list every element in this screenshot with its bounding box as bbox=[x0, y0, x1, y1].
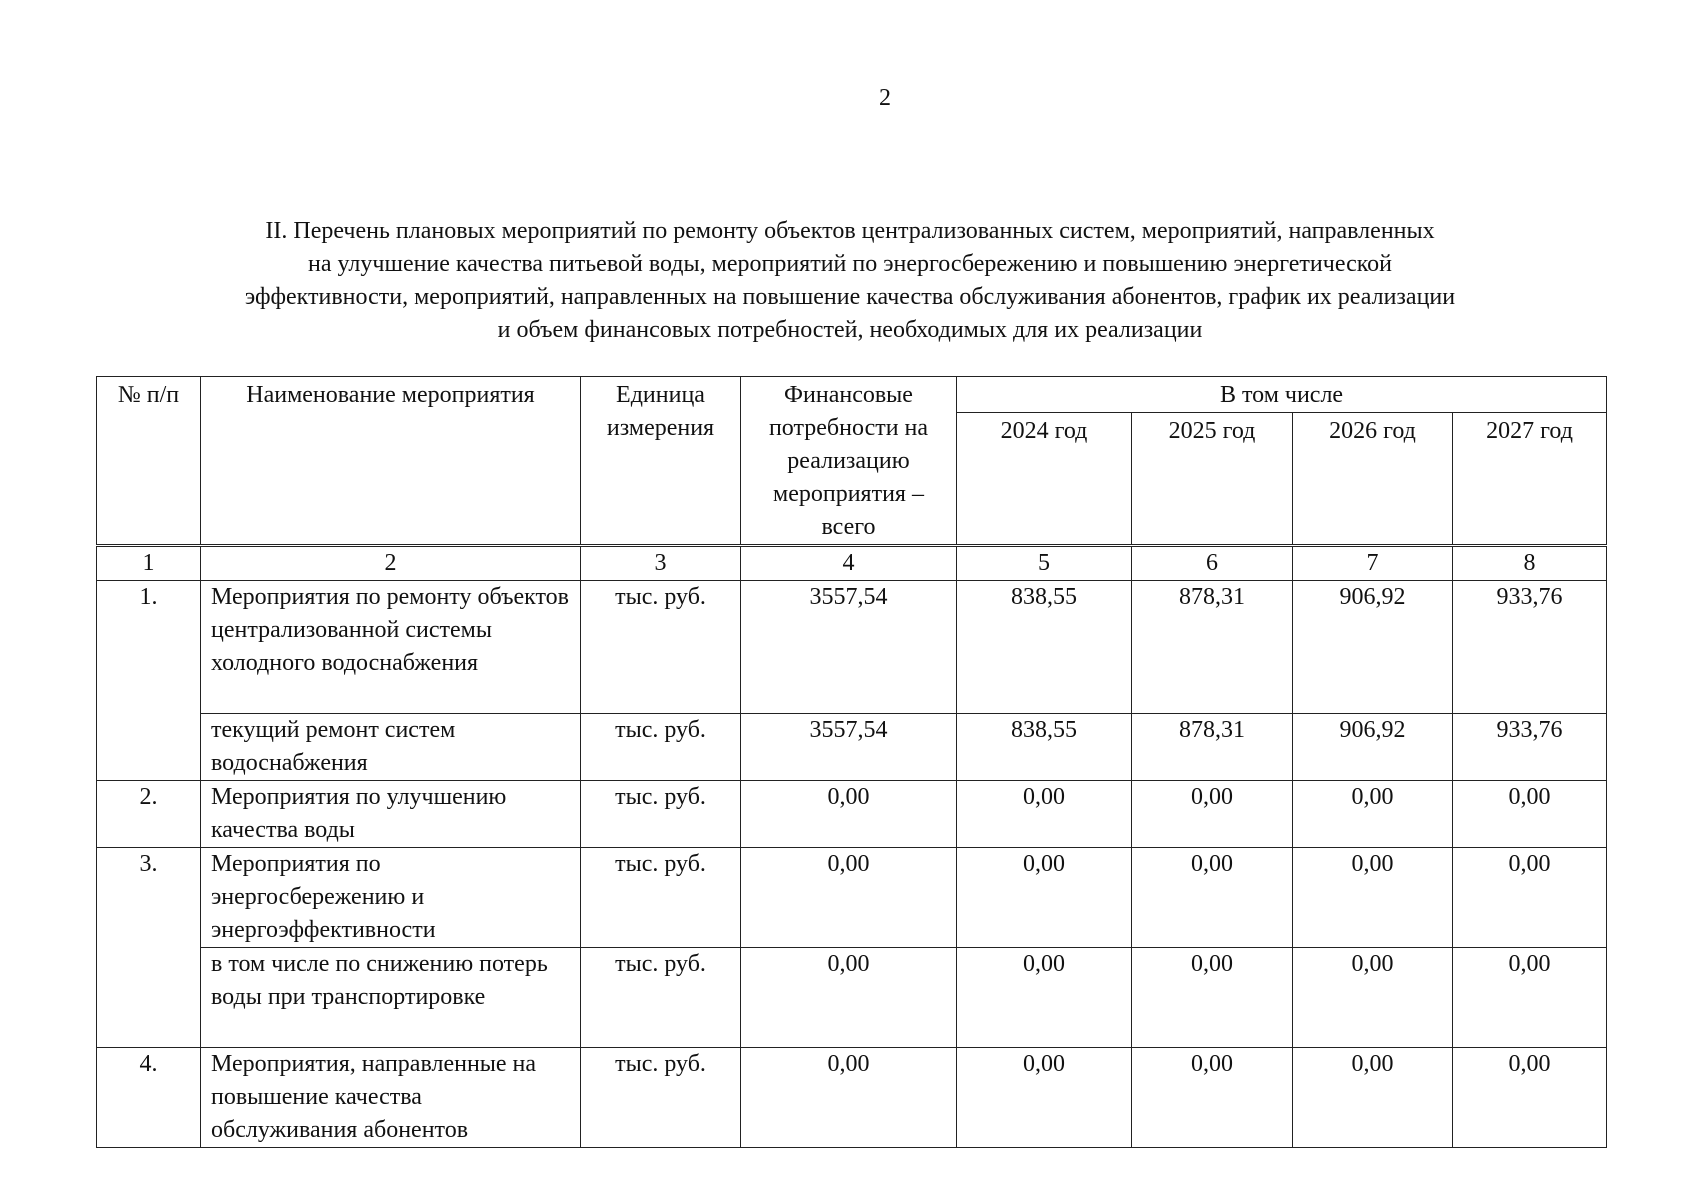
row-total: 0,00 bbox=[741, 848, 957, 948]
row-total: 3557,54 bbox=[741, 581, 957, 714]
row-total: 3557,54 bbox=[741, 714, 957, 781]
header-unit: Единица измерения bbox=[581, 377, 741, 546]
header-year-2026: 2026 год bbox=[1293, 413, 1453, 546]
row-name: Мероприятия по ремонту объектов централизованной системы холодного водоснабжения bbox=[201, 581, 581, 714]
table-row bbox=[97, 581, 1607, 714]
table-row bbox=[97, 714, 1607, 781]
row-2024: 0,00 bbox=[957, 848, 1132, 948]
column-numbers-row bbox=[97, 546, 1607, 581]
row-2026: 0,00 bbox=[1293, 848, 1453, 948]
header-total: Финансовые потребности на реализацию мероприятия – всего bbox=[741, 377, 957, 546]
document-title bbox=[120, 215, 1580, 347]
table-row bbox=[97, 948, 1607, 1048]
row-name: Мероприятия по улучшению качества воды bbox=[201, 781, 581, 848]
row-2025: 0,00 bbox=[1132, 781, 1293, 848]
row-2024: 838,55 bbox=[957, 581, 1132, 714]
column-number: 5 bbox=[957, 546, 1132, 581]
header-num: № п/п bbox=[97, 377, 201, 546]
title-line: эффективности, мероприятий, направленных на повышение качества обслуживания абонентов, график их реализации bbox=[244, 284, 1456, 310]
row-2026: 906,92 bbox=[1293, 714, 1453, 781]
row-2027: 0,00 bbox=[1453, 1048, 1607, 1148]
row-num: 3. bbox=[97, 848, 201, 1048]
table-row bbox=[97, 848, 1607, 948]
column-number: 8 bbox=[1453, 546, 1607, 581]
row-num: 2. bbox=[97, 781, 201, 848]
row-2025: 0,00 bbox=[1132, 848, 1293, 948]
row-unit: тыс. руб. bbox=[581, 1048, 741, 1148]
row-num: 4. bbox=[97, 1048, 201, 1148]
row-2026: 0,00 bbox=[1293, 781, 1453, 848]
row-2024: 0,00 bbox=[957, 781, 1132, 848]
row-unit: тыс. руб. bbox=[581, 781, 741, 848]
row-unit: тыс. руб. bbox=[581, 848, 741, 948]
column-number: 7 bbox=[1293, 546, 1453, 581]
row-2025: 878,31 bbox=[1132, 581, 1293, 714]
title-line: на улучшение качества питьевой воды, мероприятий по энергосбережению и повышению энергетической bbox=[307, 251, 1393, 277]
table-row bbox=[97, 1048, 1607, 1148]
row-2024: 838,55 bbox=[957, 714, 1132, 781]
title-line: II. Перечень плановых мероприятий по ремонту объектов централизованных систем, мероприятий, направленных bbox=[265, 218, 1435, 244]
row-2027: 0,00 bbox=[1453, 948, 1607, 1048]
column-number: 6 bbox=[1132, 546, 1293, 581]
row-2027: 0,00 bbox=[1453, 781, 1607, 848]
header-name: Наименование мероприятия bbox=[201, 377, 581, 546]
column-number: 3 bbox=[581, 546, 741, 581]
row-2026: 906,92 bbox=[1293, 581, 1453, 714]
row-2024: 0,00 bbox=[957, 1048, 1132, 1148]
row-total: 0,00 bbox=[741, 1048, 957, 1148]
header-year-2025: 2025 год bbox=[1132, 413, 1293, 546]
activities-table bbox=[96, 376, 1607, 1148]
row-name: Мероприятия по энергосбережению и энергоэффективности bbox=[201, 848, 581, 948]
row-2026: 0,00 bbox=[1293, 948, 1453, 1048]
row-2026: 0,00 bbox=[1293, 1048, 1453, 1148]
row-name: в том числе по снижению потерь воды при транспортировке bbox=[201, 948, 581, 1048]
table-row bbox=[97, 781, 1607, 848]
row-2027: 933,76 bbox=[1453, 581, 1607, 714]
column-number: 4 bbox=[741, 546, 957, 581]
column-number: 1 bbox=[97, 546, 201, 581]
column-number: 2 bbox=[201, 546, 581, 581]
row-2025: 878,31 bbox=[1132, 714, 1293, 781]
row-num: 1. bbox=[97, 581, 201, 781]
row-name: текущий ремонт систем водоснабжения bbox=[201, 714, 581, 781]
row-2027: 0,00 bbox=[1453, 848, 1607, 948]
title-line: и объем финансовых потребностей, необходимых для их реализации bbox=[497, 317, 1203, 343]
row-unit: тыс. руб. bbox=[581, 581, 741, 714]
page-number: 2 bbox=[879, 85, 891, 111]
row-total: 0,00 bbox=[741, 781, 957, 848]
row-unit: тыс. руб. bbox=[581, 714, 741, 781]
row-2024: 0,00 bbox=[957, 948, 1132, 1048]
row-2027: 933,76 bbox=[1453, 714, 1607, 781]
row-2025: 0,00 bbox=[1132, 948, 1293, 1048]
header-year-2024: 2024 год bbox=[957, 413, 1132, 546]
row-total: 0,00 bbox=[741, 948, 957, 1048]
row-name: Мероприятия, направленные на повышение качества обслуживания абонентов bbox=[201, 1048, 581, 1148]
row-unit: тыс. руб. bbox=[581, 948, 741, 1048]
header-group: В том числе bbox=[957, 377, 1607, 413]
header-year-2027: 2027 год bbox=[1453, 413, 1607, 546]
row-2025: 0,00 bbox=[1132, 1048, 1293, 1148]
